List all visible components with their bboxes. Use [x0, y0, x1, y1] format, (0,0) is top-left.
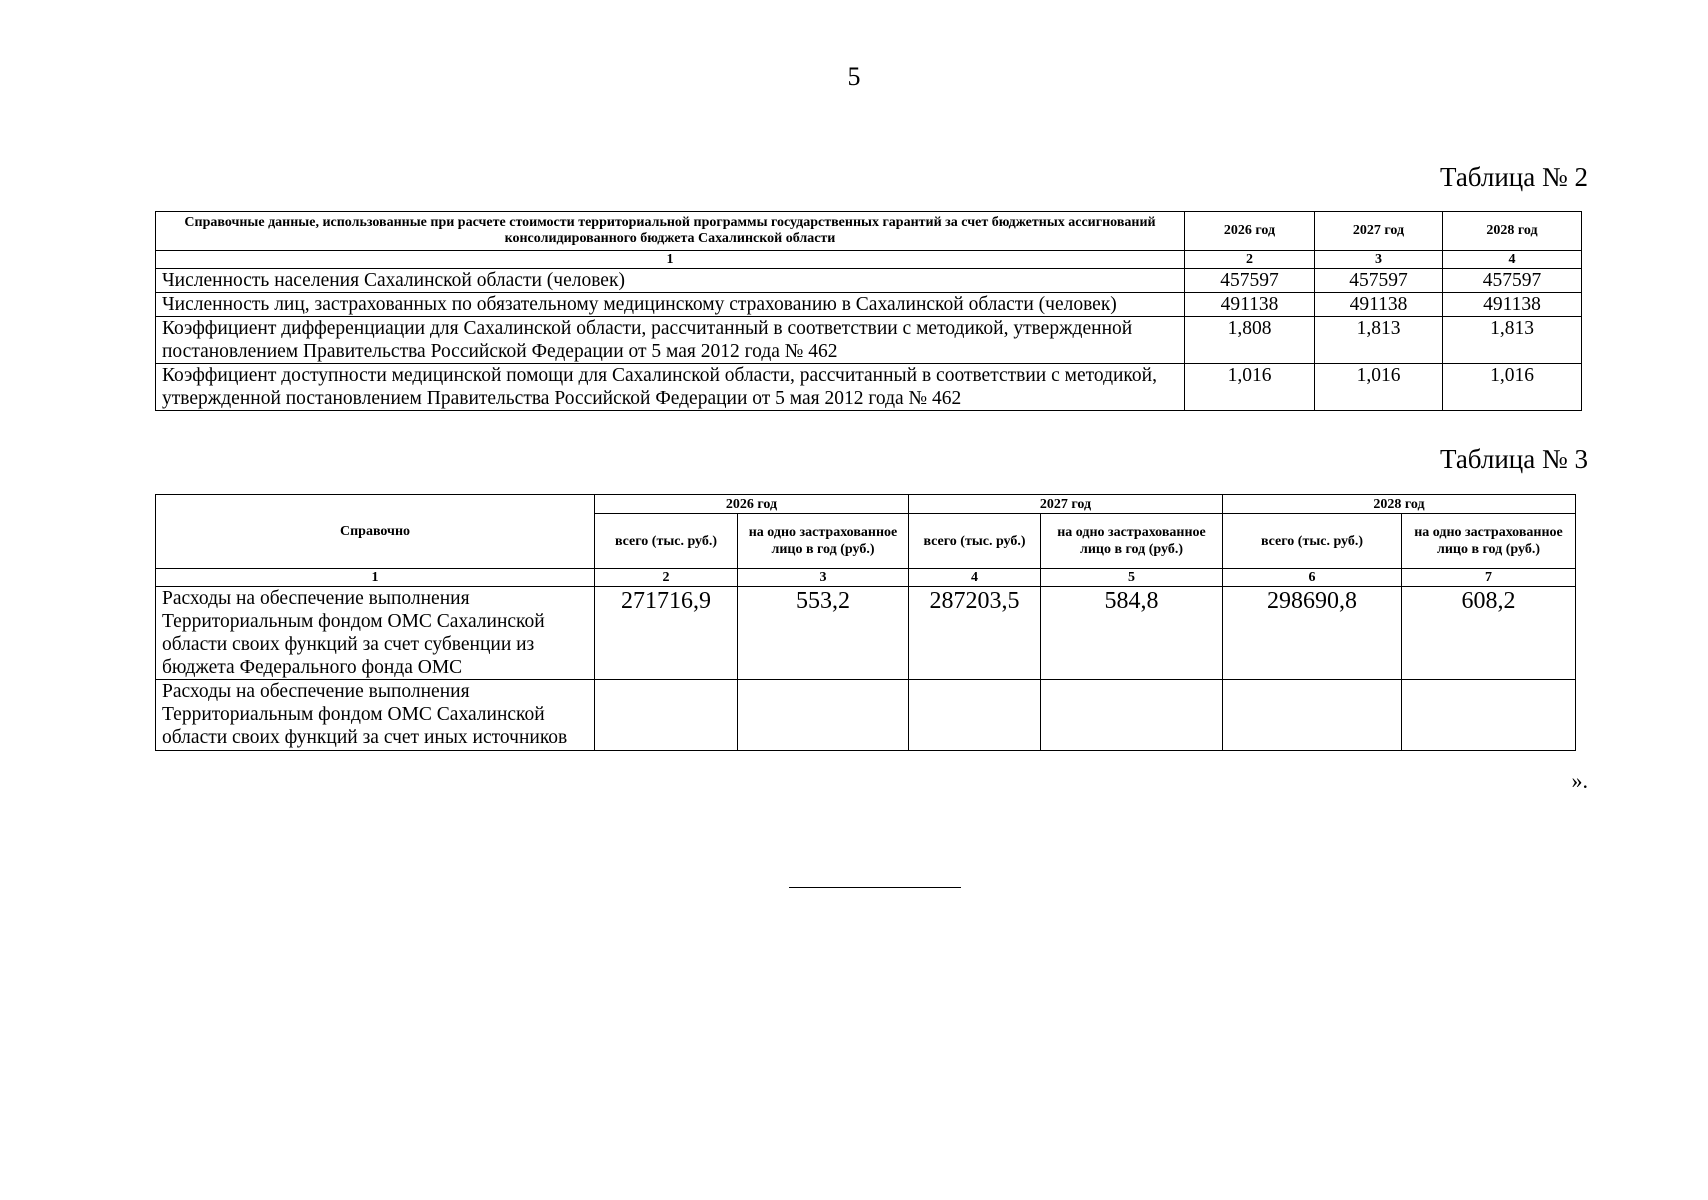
row-label: Расходы на обеспечение выполнения Территориальным фондом ОМС Сахалинской области своих функций за счет субвенции из бюджета Федерального фонда ОМС: [156, 587, 595, 680]
cell-value: 1,813: [1315, 317, 1443, 364]
column-index-row: [156, 251, 1582, 269]
cell-value: 457597: [1315, 269, 1443, 293]
header-year: 2027 год: [909, 495, 1223, 514]
header-year: 2028 год: [1223, 495, 1576, 514]
table-row: [156, 680, 1576, 751]
row-label: Численность лиц, застрахованных по обязательному медицинскому страхованию в Сахалинской области (человек): [156, 293, 1185, 317]
row-label: Расходы на обеспечение выполнения Территориальным фондом ОМС Сахалинской области своих функций за счет иных источников: [156, 680, 595, 751]
cell-value: 1,016: [1185, 364, 1315, 411]
header-year: 2027 год: [1315, 212, 1443, 251]
cell-value: 491138: [1315, 293, 1443, 317]
header-description: Справочные данные, использованные при расчете стоимости территориальной программы государственных гарантий за счет бюджетных ассигнований консолидированного бюджета Сахалинской области: [156, 212, 1185, 251]
cell-value: 287203,5: [909, 587, 1041, 680]
header-total: всего (тыс. руб.): [595, 514, 738, 569]
column-index: 3: [1315, 251, 1443, 269]
header-year: 2026 год: [1185, 212, 1315, 251]
cell-value: 457597: [1443, 269, 1582, 293]
cell-value: 553,2: [738, 587, 909, 680]
cell-value: [1041, 680, 1223, 751]
row-label: Коэффициент доступности медицинской помощи для Сахалинской области, рассчитанный в соответствии с методикой, утвержденной постановлением Правительства Российской Федерации от 5 мая 2012 года № 462: [156, 364, 1185, 411]
cell-value: 1,808: [1185, 317, 1315, 364]
cell-value: 491138: [1443, 293, 1582, 317]
cell-value: [909, 680, 1041, 751]
cell-value: 298690,8: [1223, 587, 1402, 680]
table-row: [156, 317, 1582, 364]
header-total: всего (тыс. руб.): [909, 514, 1041, 569]
table-row: [156, 293, 1582, 317]
row-label: Коэффициент дифференциации для Сахалинской области, рассчитанный в соответствии с методикой, утвержденной постановлением Правительства Российской Федерации от 5 мая 2012 года № 462: [156, 317, 1185, 364]
cell-value: [1402, 680, 1576, 751]
header-per-insured: на одно застрахованное лицо в год (руб.): [1041, 514, 1223, 569]
header-per-insured: на одно застрахованное лицо в год (руб.): [738, 514, 909, 569]
column-index: 1: [156, 569, 595, 587]
cell-value: 584,8: [1041, 587, 1223, 680]
reference-data-table: [155, 211, 1582, 411]
column-index-row: [156, 569, 1576, 587]
table-row: [156, 269, 1582, 293]
header-reference: Справочно: [156, 495, 595, 569]
table-row: [156, 587, 1576, 680]
tfoms-expenses-table: [155, 494, 1576, 751]
table2-caption: Таблица № 2: [1440, 162, 1588, 192]
cell-value: [738, 680, 909, 751]
table-header-row: [156, 212, 1582, 251]
header-per-insured: на одно застрахованное лицо в год (руб.): [1402, 514, 1576, 569]
column-index: 2: [1185, 251, 1315, 269]
end-separator-line: [789, 887, 961, 888]
closing-quote-mark: ».: [1571, 768, 1588, 793]
cell-value: [1223, 680, 1402, 751]
cell-value: 271716,9: [595, 587, 738, 680]
header-year: 2028 год: [1443, 212, 1582, 251]
column-index: 4: [909, 569, 1041, 587]
cell-value: 457597: [1185, 269, 1315, 293]
page-number: 5: [847, 62, 861, 91]
row-label: Численность населения Сахалинской области (человек): [156, 269, 1185, 293]
cell-value: 1,016: [1315, 364, 1443, 411]
header-year: 2026 год: [595, 495, 909, 514]
cell-value: [595, 680, 738, 751]
column-index: 4: [1443, 251, 1582, 269]
header-total: всего (тыс. руб.): [1223, 514, 1402, 569]
column-index: 3: [738, 569, 909, 587]
cell-value: 1,016: [1443, 364, 1582, 411]
column-index: 6: [1223, 569, 1402, 587]
cell-value: 1,813: [1443, 317, 1582, 364]
cell-value: 608,2: [1402, 587, 1576, 680]
table-row: [156, 364, 1582, 411]
cell-value: 491138: [1185, 293, 1315, 317]
column-index: 5: [1041, 569, 1223, 587]
table-header-row: [156, 495, 1576, 514]
column-index: 1: [156, 251, 1185, 269]
column-index: 2: [595, 569, 738, 587]
table3-caption: Таблица № 3: [1440, 444, 1588, 474]
column-index: 7: [1402, 569, 1576, 587]
